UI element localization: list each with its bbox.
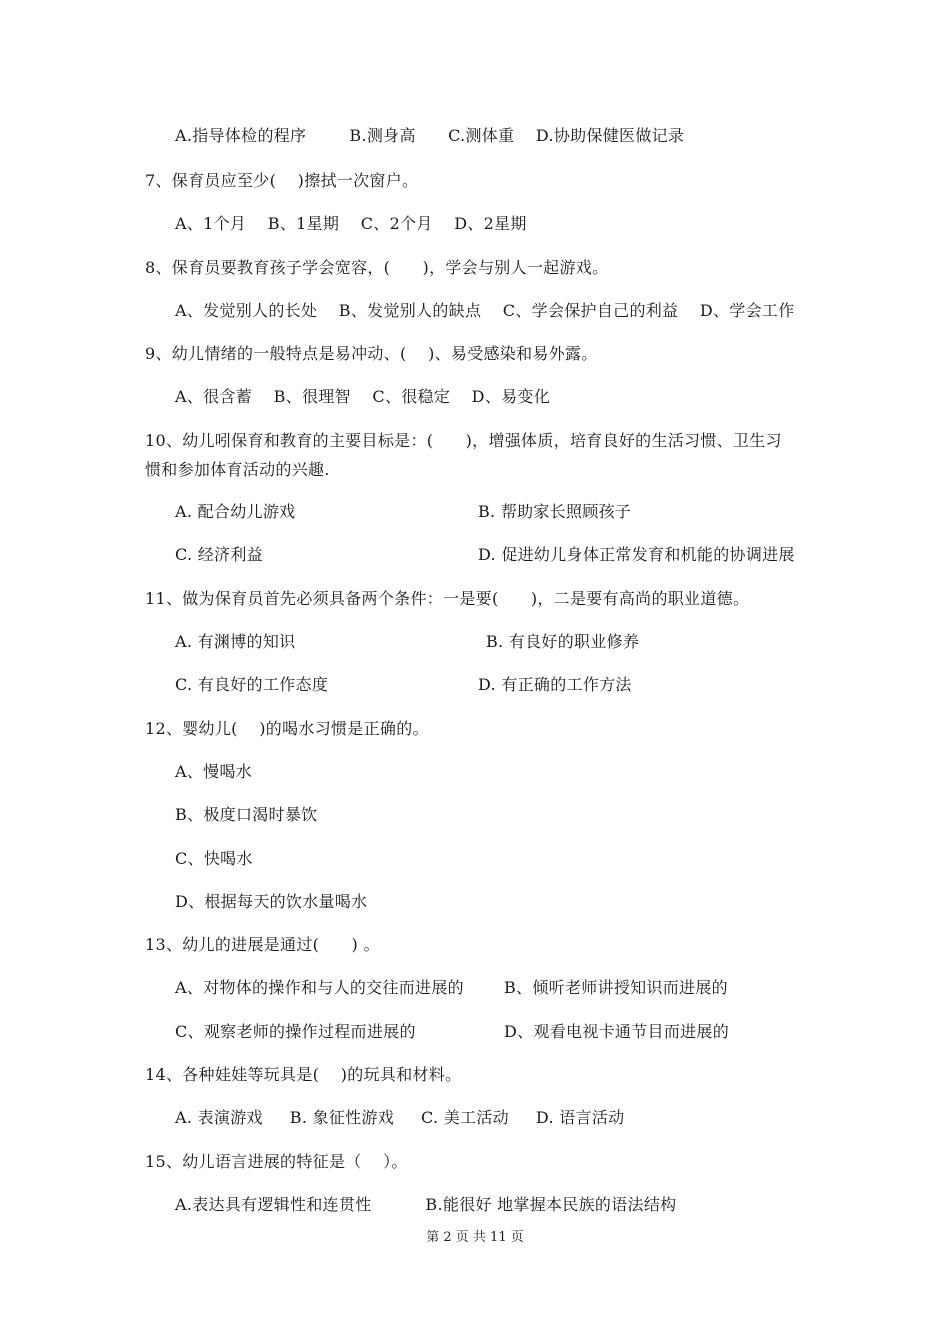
q12-option-b: B、极度口渴时暴饮 <box>175 805 318 824</box>
q14-stem: 14、各种娃娃等玩具是( )的玩具和材料。 <box>145 1065 462 1084</box>
q8-stem: 8、保育员要教育孩子学会宽容，( )，学会与别人一起游戏。 <box>145 258 609 277</box>
q12-option-c: C、快喝水 <box>175 849 253 868</box>
q10-stem-line2: 惯和参加体育活动的兴趣. <box>145 460 330 479</box>
q10-stem-line1: 10、幼儿吲保育和教育的主要目标是：( )，增强体质，培育良好的生活习惯、卫生习 <box>145 431 782 450</box>
q7-options: A、1个月 B、1星期 C、2个月 D、2星期 <box>175 214 527 233</box>
q12-option-a: A、慢喝水 <box>175 762 253 781</box>
q10-option-b: B. 帮助家长照顾孩子 <box>478 502 632 521</box>
q10-option-d: D. 促进幼儿身体正常发育和机能的协调进展 <box>478 545 795 564</box>
q6-options: A.指导体检的程序 B.测身高 C.测体重 D.协助保健医做记录 <box>175 126 685 145</box>
q13-option-b: B、倾听老师讲授知识而进展的 <box>504 978 728 997</box>
q10-option-c: C. 经济利益 <box>175 545 263 564</box>
q11-option-b: B. 有良好的职业修养 <box>486 632 640 651</box>
q9-options: A、很含蓄 B、很理智 C、很稳定 D、易变化 <box>175 387 551 406</box>
q10-option-a: A. 配合幼儿游戏 <box>175 502 296 521</box>
q7-stem: 7、保育员应至少( )擦拭一次窗户。 <box>145 171 419 190</box>
q11-option-d: D. 有正确的工作方法 <box>478 675 632 694</box>
q15-options: A.表达具有逻辑性和连贯性 B.能很好 地掌握本民族的语法结构 <box>175 1195 677 1214</box>
q13-option-c: C、观察老师的操作过程而进展的 <box>175 1022 416 1041</box>
q14-options: A. 表演游戏 B. 象征性游戏 C. 美工活动 D. 语言活动 <box>175 1108 625 1127</box>
q12-option-d: D、根据每天的饮水量喝水 <box>175 892 368 911</box>
q15-stem: 15、幼儿语言进展的特征是（ ）。 <box>145 1152 408 1171</box>
q9-stem: 9、幼儿情绪的一般特点是易冲动、( )、易受感染和易外露。 <box>145 344 598 363</box>
q11-option-c: C. 有良好的工作态度 <box>175 675 329 694</box>
q13-option-a: A、对物体的操作和与人的交往而进展的 <box>175 978 464 997</box>
q12-stem: 12、婴幼儿( )的喝水习惯是正确的。 <box>145 719 429 738</box>
q13-option-d: D、观看电视卡通节目而进展的 <box>504 1022 730 1041</box>
q11-stem: 11、做为保育员首先必须具备两个条件：一是要( )，二是要有高尚的职业道德。 <box>145 589 750 608</box>
q13-stem: 13、幼儿的进展是通过( ) 。 <box>145 935 380 954</box>
q8-options: A、发觉别人的长处 B、发觉别人的缺点 C、学会保护自己的利益 D、学会工作 <box>175 301 795 320</box>
q11-option-a: A. 有渊博的知识 <box>175 632 296 651</box>
page-footer: 第 2 页 共 11 页 <box>426 1230 524 1245</box>
